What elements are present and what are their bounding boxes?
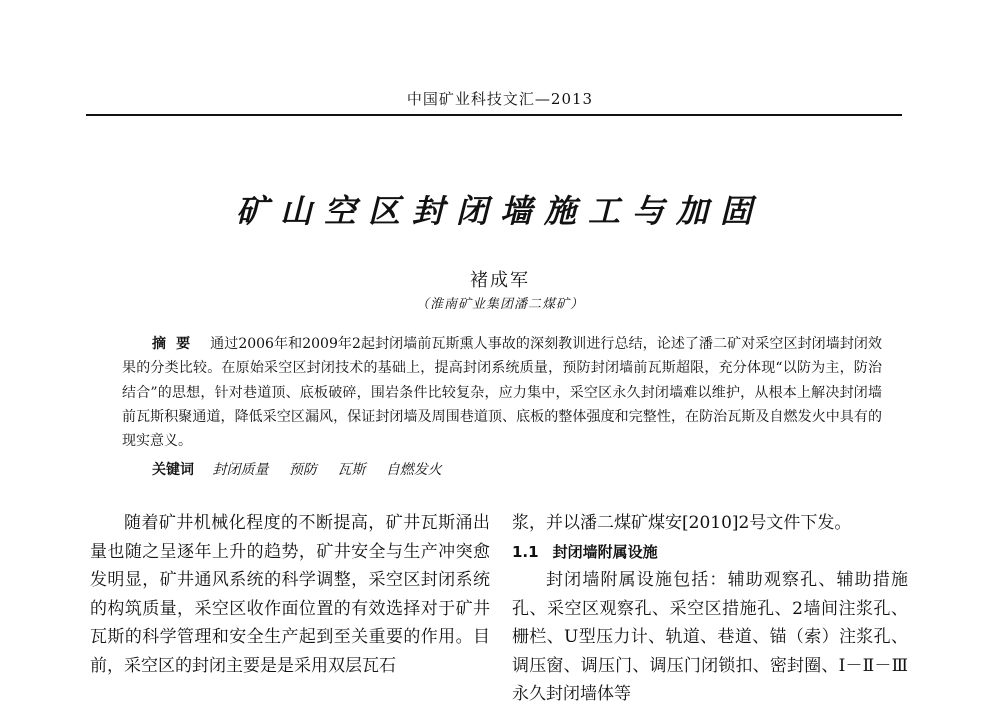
journal-header: 中国矿业科技文汇—2013 bbox=[406, 90, 594, 108]
body-right-column bbox=[512, 509, 908, 709]
keywords-label: 关键词 bbox=[152, 462, 194, 478]
body-paragraph: 随着矿井机械化程度的不断提高，矿井瓦斯涌出量也随之呈逐年上升的趋势，矿井安全与生产冲突愈发明显，矿井通风系统的科学调整，采空区封闭系统的构筑质量，采空区收作面位置的有效选择对于矿井瓦斯的科学管理和安全生产起到至关重要的作用。目前，采空区的封闭主要是是采用双层瓦石 bbox=[90, 513, 490, 676]
section-number: 1.1 bbox=[512, 542, 539, 561]
keyword: 预防 bbox=[288, 462, 317, 478]
keyword: 封闭质量 bbox=[212, 462, 269, 478]
paper-title: 矿山空区封闭墙施工与加固 bbox=[235, 192, 764, 230]
author-affiliation: （淮南矿业集团潘二煤矿） bbox=[415, 297, 584, 312]
keyword: 自燃发火 bbox=[385, 462, 442, 478]
keyword: 瓦斯 bbox=[337, 462, 366, 478]
author-name: 褚成军 bbox=[470, 270, 530, 291]
abstract-block bbox=[122, 332, 882, 453]
abstract-label: 摘要 bbox=[152, 336, 201, 352]
header-rule bbox=[86, 114, 902, 116]
section-title: 封闭墙附属设施 bbox=[552, 542, 658, 561]
abstract-text: 通过2006年和2009年2起封闭墙前瓦斯熏人事故的深刻教训进行总结，论述了潘二矿对采空区封闭墙封闭效果的分类比较。在原始采空区封闭技术的基础上，提高封闭系统质量，预防封闭墙前瓦斯超限，充分体现“以防为主，防治结合”的思想，针对巷道顶、底板破碎，围岩条件比较复杂，应力集中，采空区永久封闭墙难以维护，从根本上解决封闭墙前瓦斯积聚通道，降低采空区漏风，保证封闭墙及周围巷道顶、底板的整体强度和完整性，在防治瓦斯及自燃发火中具有的现实意义。 bbox=[122, 336, 882, 450]
body-paragraph-continuation: 浆，并以潘二煤矿煤安[2010]2号文件下发。 bbox=[512, 513, 852, 533]
keywords-block bbox=[152, 459, 852, 479]
body-paragraph: 封闭墙附属设施包括：辅助观察孔、辅助措施孔、采空区观察孔、采空区措施孔、2墙间注浆孔、栅栏、U型压力计、轨道、巷道、锚（索）注浆孔、调压窗、调压门、调压门闭锁扣、密封圈、Ⅰ－Ⅱ－Ⅲ永久封闭墙体等 bbox=[512, 570, 908, 704]
body-left-column bbox=[90, 509, 490, 680]
section-heading bbox=[512, 538, 908, 567]
